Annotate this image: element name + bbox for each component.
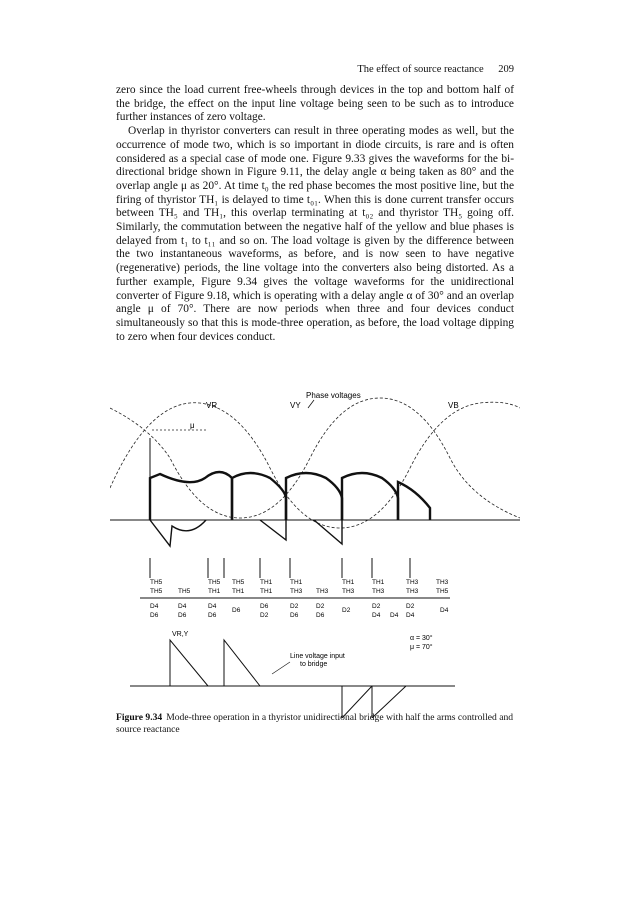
svg-text:TH5: TH5 [208,579,221,586]
line-voltage-pulse [224,640,260,686]
svg-text:D2: D2 [260,612,269,619]
svg-text:D6: D6 [208,612,217,619]
figure-caption [116,712,514,736]
svg-text:TH1: TH1 [260,588,273,595]
diode-row-2 [150,612,415,619]
mu-value-label: μ = 70° [410,644,433,651]
line-voltage-axis-label: VR,Y [172,631,189,638]
line-voltage-label-2: to bridge [300,661,328,668]
svg-text:TH5: TH5 [232,579,245,586]
timing-markers [150,558,410,578]
svg-text:D2: D2 [290,603,299,610]
output-waveform [232,473,286,520]
svg-text:TH3: TH3 [406,579,419,586]
svg-text:TH1: TH1 [290,579,303,586]
negative-excursion [314,520,342,544]
svg-text:TH1: TH1 [260,579,273,586]
caption-text: Mode-three operation in a thyristor unidirectional bridge with half the arms controlled and source reactance [116,712,514,735]
svg-text:TH1: TH1 [232,588,245,595]
waveform-diagram [110,378,520,718]
phase-wave-dashed [110,402,520,528]
phase-wave-dashed [110,398,520,518]
svg-text:D4: D4 [390,612,399,619]
svg-text:D4: D4 [406,612,415,619]
vr-label: VR [206,401,218,410]
svg-text:D6: D6 [316,612,325,619]
svg-text:D4: D4 [178,603,187,610]
svg-text:TH1: TH1 [342,579,355,586]
negative-excursion [260,520,286,540]
negative-excursion [150,520,206,546]
vy-label: VY [290,401,301,410]
line-voltage-label: Line voltage input [290,653,345,660]
svg-text:TH3: TH3 [406,588,419,595]
svg-text:D4: D4 [208,603,217,610]
svg-text:TH3: TH3 [436,579,449,586]
running-header [116,64,514,75]
svg-text:D2: D2 [406,603,415,610]
svg-text:TH5: TH5 [178,588,191,595]
svg-text:D6: D6 [260,603,269,610]
thyristor-row-2 [150,588,449,595]
alpha-value-label: α = 30° [410,635,433,642]
svg-text:TH3: TH3 [372,588,385,595]
svg-text:D6: D6 [290,612,299,619]
output-waveform [286,473,342,520]
svg-text:TH3: TH3 [342,588,355,595]
svg-text:TH5: TH5 [150,588,163,595]
line-voltage-pointer [272,662,290,674]
svg-text:TH1: TH1 [372,579,385,586]
svg-text:D2: D2 [316,603,325,610]
phase-label-pointer [308,400,314,408]
paragraph: Overlap in thyristor converters can result in three operating modes as well, but the occurrence of mode two, which is so important in diode circuits, is rare and is often considered as a special case of mode one. Figure 9.33 gives the waveforms for the bi-directional bridge shown in Figure 9.11, the delay angle α being taken as 80° and the overlap angle μ as 20°. At time t₀ the red phase becomes the most positive line, but the firing of thyristor TH₁ is delayed to time t₀₁. When this is done current transfer occurs between TH₅ and TH₁, this overlap terminating at t₀₂ and thyristor TH₅ going off. Similarly, the commutation between the negative half of the yellow and blue phases is delayed from t₁ to t₁₁ and so on. The load voltage is given by the difference between the two instantaneous waveforms, as before, and is now seen to have negative (regenerative) periods, the line voltage into the converters also being distorted. As a further example, Figure 9.34 gives the voltage waveforms for the unidirectional converter of Figure 9.18, which is operating with a delay angle α of 30° and an overlap angle μ of 70°. There are now periods when three and four devices conduct simultaneously so that this is mode-three operation, as before, the load voltage dipping to zero when four devices conduct. [116,125,514,343]
paragraph: zero since the load current free-wheels through devices in the top and bottom half of the bridge, the effect on the input line voltage being seen to be such as to introduce further instances of zero voltage. [116,84,514,124]
svg-text:TH5: TH5 [150,579,163,586]
svg-text:D6: D6 [178,612,187,619]
thyristor-row-1 [150,579,449,586]
figure-9-34 [110,378,520,718]
output-waveform [150,472,232,520]
phase-voltages-label: Phase voltages [306,391,361,400]
svg-text:D6: D6 [150,612,159,619]
svg-text:D4: D4 [150,603,159,610]
svg-text:D2: D2 [372,603,381,610]
page-number: 209 [498,64,514,75]
svg-text:D4: D4 [440,607,449,614]
svg-text:D4: D4 [372,612,381,619]
svg-text:D6: D6 [232,607,241,614]
diode-row-1 [150,603,449,614]
output-waveform [398,482,430,520]
svg-text:TH3: TH3 [316,588,329,595]
mu-label: μ [190,421,195,430]
body-text [116,84,514,344]
running-title: The effect of source reactance [357,64,484,75]
line-voltage-pulse [170,640,208,686]
vb-label: VB [448,401,459,410]
caption-label: Figure 9.34 [116,712,163,723]
svg-text:TH5: TH5 [436,588,449,595]
svg-text:TH3: TH3 [290,588,303,595]
output-waveform [342,473,398,520]
svg-text:D2: D2 [342,607,351,614]
svg-text:TH1: TH1 [208,588,221,595]
